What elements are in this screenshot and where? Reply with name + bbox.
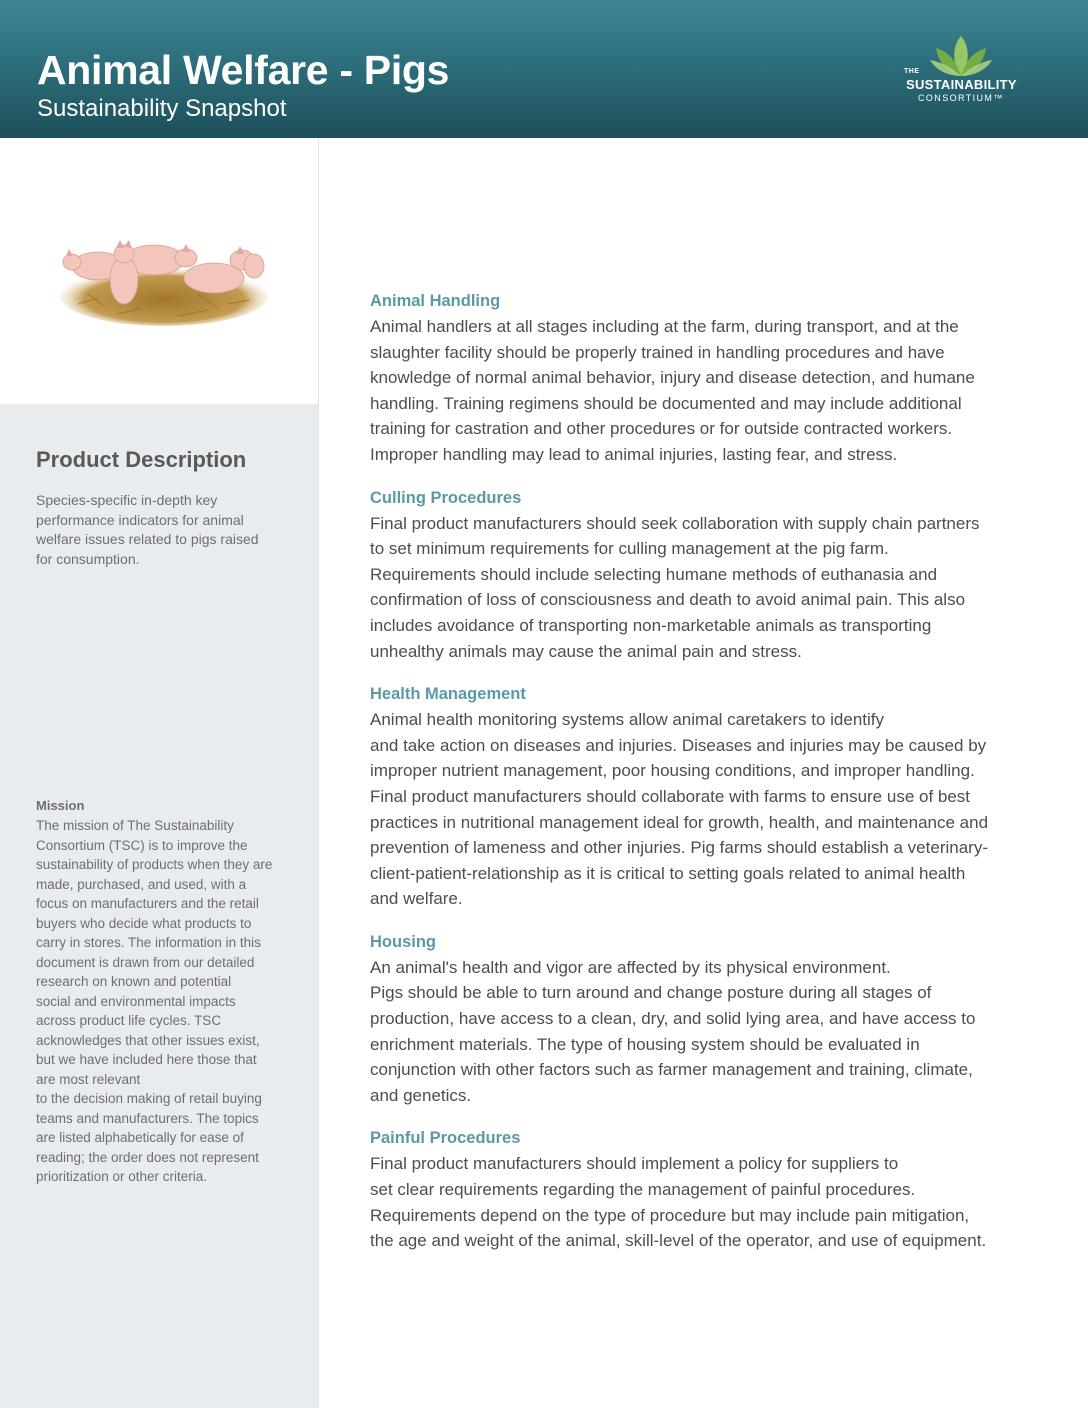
mission-line: reading; the order does not represent: [36, 1149, 259, 1165]
section-title: Health Management: [370, 685, 526, 704]
body-line: and welfare.: [370, 889, 463, 909]
body-line: Requirements depend on the type of procedure but may include pain mitigation,: [370, 1205, 970, 1225]
product-description-line: for consumption.: [36, 550, 140, 567]
sidebar: [0, 404, 318, 1408]
mission-line: are listed alphabetically for ease of: [36, 1130, 244, 1145]
mission-line: focus on manufacturers and the retail: [36, 896, 259, 911]
body-line: Pigs should be able to turn around and change posture during all stages of: [370, 983, 932, 1003]
body-line: production, have access to a clean, dry, and solid lying area, and have access to: [370, 1009, 976, 1029]
body-line: client-patient-relationship as it is critical to setting goals related to animal health: [370, 863, 966, 883]
section-housing: [370, 929, 1030, 1109]
mission-line: social and environmental impacts: [36, 993, 236, 1009]
left-column: [0, 138, 319, 1408]
body-line: and genetics.: [370, 1085, 472, 1105]
body-line: unhealthy animals may cause the animal pain and stress.: [370, 641, 802, 661]
product-description-line: Species-specific in-depth key: [36, 492, 218, 508]
product-description-heading: Product Description: [36, 447, 247, 472]
logo-the: THE: [904, 68, 920, 75]
section-body: [370, 511, 1030, 665]
body-line: Improper handling may lead to animal injuries, lasting fear, and stress.: [370, 444, 898, 464]
section-title: Culling Procedures: [370, 488, 522, 507]
body-line: and take action on diseases and injuries. Diseases and injuries may be caused by: [370, 735, 987, 755]
page-subtitle: Sustainability Snapshot: [37, 95, 287, 122]
body-line: Final product manufacturers should implement a policy for suppliers to: [370, 1154, 899, 1174]
mission-line: The mission of The Sustainability: [36, 818, 234, 833]
section-body: [370, 707, 1030, 912]
mission-line: acknowledges that other issues exist,: [36, 1032, 260, 1048]
body-line: confirmation of loss of consciousness and death to avoid animal pain. This also: [370, 590, 966, 610]
mission-line: Consortium (TSC) is to improve the: [36, 837, 248, 853]
body-line: prevention of lameness and other injuries. Pig farms should establish a veterinary-: [370, 838, 988, 858]
section-body: [370, 1151, 1030, 1253]
body-line: training for castration and other procedures or for outside contracted workers.: [370, 419, 953, 439]
body-line: enrichment materials. The type of housing system should be evaluated in: [370, 1034, 920, 1054]
mission-line: carry in stores. The information in this: [36, 935, 261, 950]
body-line: includes avoidance of transporting non-marketable animals as transporting: [370, 615, 932, 635]
section-culling-procedures: [370, 485, 1030, 665]
mission-line: teams and manufacturers. The topics: [36, 1110, 259, 1126]
mission-line: sustainability of products when they are: [36, 857, 273, 872]
main-content: [370, 288, 1030, 1271]
mission-line: but we have included here those that: [36, 1052, 257, 1067]
body-line: slaughter facility should be properly trained in handling procedures and have: [370, 342, 945, 362]
section-title: Painful Procedures: [370, 1129, 521, 1148]
mission-line: buyers who decide what products to: [36, 915, 252, 931]
leaf-logo-icon: [930, 34, 992, 78]
body-line: the age and weight of the animal, skill-level of the operator, and use of equipment.: [370, 1231, 987, 1251]
mission-line: research on known and potential: [36, 974, 232, 989]
logo-subtitle: CONSORTIUM™: [918, 93, 1004, 103]
body-line: An animal's health and vigor are affected by its physical environment.: [370, 957, 891, 977]
mission-line: prioritization or other criteria.: [36, 1169, 208, 1184]
section-title: Housing: [370, 932, 436, 951]
mission-line: made, purchased, and used, with a: [36, 876, 247, 892]
body-line: handling. Training regimens should be documented and may include additional: [370, 393, 962, 413]
mission-label: Mission: [36, 798, 85, 813]
section-title: Animal Handling: [370, 292, 501, 310]
section-body: [370, 955, 1030, 1109]
body-line: knowledge of normal animal behavior, injury and disease detection, and humane: [370, 368, 975, 388]
body-line: Final product manufacturers should collaborate with farms to ensure use of best: [370, 786, 971, 806]
photo-area: [0, 138, 318, 404]
sustainability-consortium-logo: [898, 34, 1030, 114]
body-line: improper nutrient management, poor housing conditions, and improper handling.: [370, 761, 975, 781]
mission-line: are most relevant: [36, 1071, 141, 1087]
body-line: set clear requirements regarding the management of painful procedures.: [370, 1180, 916, 1200]
logo-name: SUSTAINABILITY: [906, 77, 1017, 92]
section-body: [370, 314, 1030, 468]
mission-line: to the decision making of retail buying: [36, 1091, 262, 1106]
mission-line: document is drawn from our detailed: [36, 954, 255, 970]
product-description-text: [36, 491, 276, 569]
header-banner: [0, 0, 1088, 138]
product-description-line: welfare issues related to pigs raised: [36, 531, 259, 547]
mission-text: [36, 816, 286, 1187]
pigs-photo: [58, 234, 270, 330]
body-line: Animal health monitoring systems allow animal caretakers to identify: [370, 710, 885, 730]
mission-line: across product life cycles. TSC: [36, 1013, 222, 1028]
body-line: Animal handlers at all stages including at the farm, during transport, and at the: [370, 317, 959, 336]
section-painful-procedures: [370, 1125, 1030, 1253]
section-health-management: [370, 681, 1030, 912]
body-line: practices in nutritional management ideal for growth, health, and maintenance and: [370, 812, 989, 832]
body-line: conjunction with other factors such as farmer management and training, climate,: [370, 1060, 973, 1080]
body-line: Requirements should include selecting humane methods of euthanasia and: [370, 564, 938, 584]
page-title: Animal Welfare - Pigs: [37, 47, 450, 93]
body-line: to set minimum requirements for culling management at the pig farm.: [370, 539, 889, 559]
section-animal-handling: [370, 288, 1030, 468]
product-description-line: performance indicators for animal: [36, 511, 244, 528]
body-line: Final product manufacturers should seek collaboration with supply chain partners: [370, 513, 980, 533]
